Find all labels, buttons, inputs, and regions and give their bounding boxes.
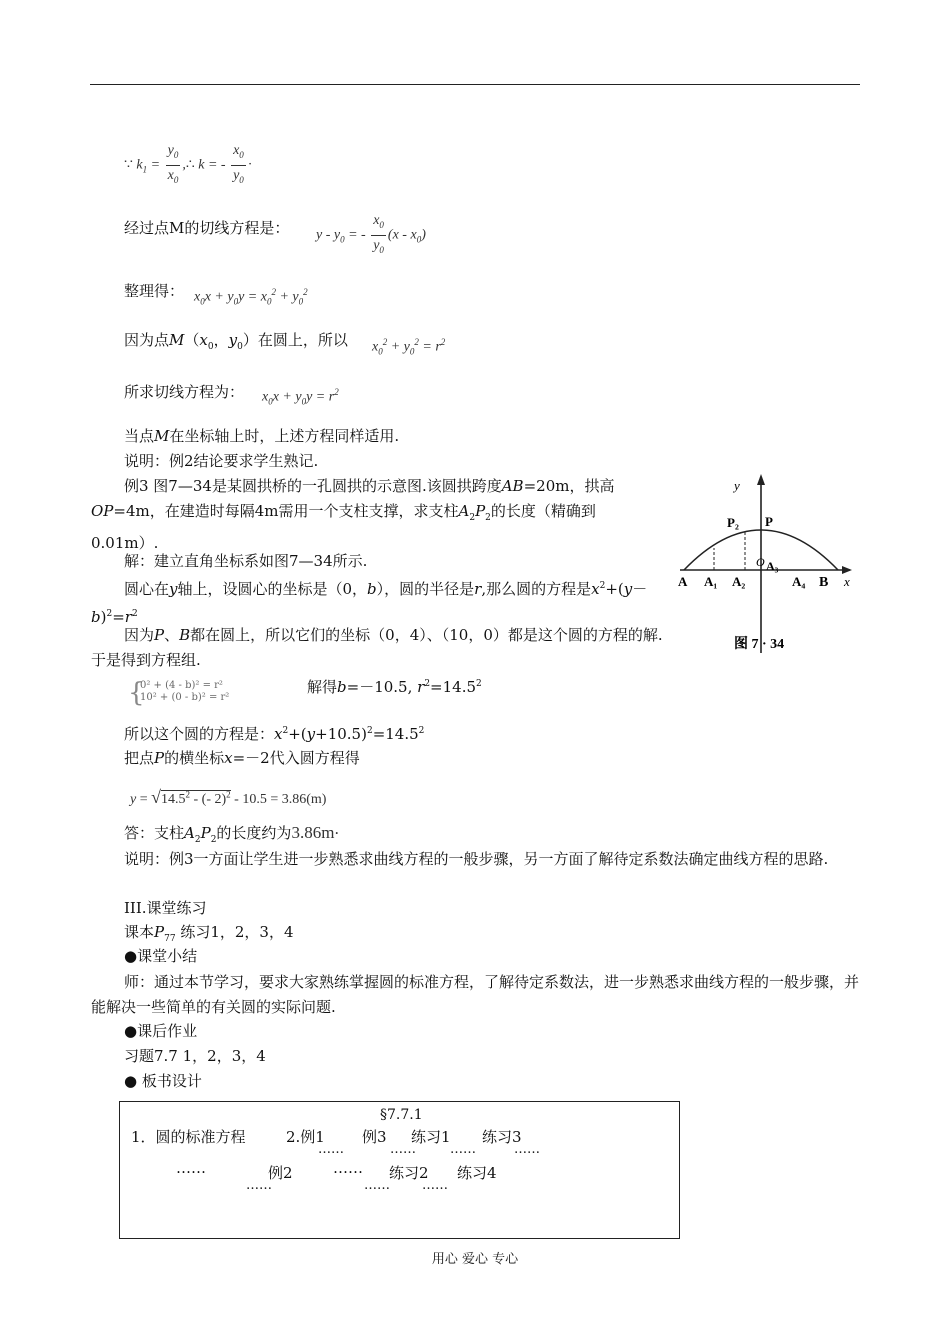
result-label: 所求切线方程为：	[124, 383, 245, 401]
label-o: O	[756, 555, 765, 569]
board-row2-dots-2: ……	[333, 1159, 363, 1177]
answer-line: 答：支柱$A_2P_2$的长度约为3.86m·	[124, 823, 340, 845]
center-paragraph: 圆心在y轴上，设圆心的坐标是（0，b），圆的半径是r,那么圆的方程是$x^2+(y-b)^2=r^2$	[91, 580, 648, 626]
board-heading: ● 板书设计	[124, 1072, 202, 1090]
formula-simplify: $x_0x + y_0y = x_0^2 + y_0^2$	[194, 287, 308, 307]
tangent-label: 经过点M的切线方程是：	[124, 219, 290, 237]
formula-result: $x_0x + y_0y = r^2$	[262, 387, 339, 407]
label-a1: A₁	[704, 574, 718, 589]
board-dots: ……	[364, 1178, 390, 1193]
board-dots: ……	[246, 1178, 272, 1193]
answer-value: 3.86m	[291, 823, 335, 842]
circle-equation: 所以这个圆的方程是：$x^2+(y+10.5)^2=14.5^2$	[124, 725, 425, 743]
board-item-6: 例2	[268, 1164, 293, 1182]
formula-slope: ∵ $k_1$ = $\frac{y_0}{x_0}$ ,∴ k = - $\frac{x_0}{y_0}$ ·	[124, 143, 253, 185]
practice-heading: III.课堂练习	[124, 899, 207, 917]
label-y: y	[734, 478, 740, 493]
label-b: B	[819, 575, 829, 590]
system-eq-1: 0² + (4 - b)² = r²	[140, 680, 223, 691]
figure-caption: 图 7 · 34	[734, 637, 785, 652]
board-item-4: 练习1	[411, 1128, 451, 1146]
solution-line: 解：建立直角坐标系如图7—34所示.	[124, 552, 368, 570]
board-dots: ……	[422, 1178, 448, 1193]
homework-heading: ●课后作业	[124, 1022, 198, 1040]
board-dots: ……	[450, 1142, 476, 1157]
solved-values: 解得b=－10.5, $r^2=14.5^2$	[307, 678, 482, 696]
board-item-5: 练习3	[482, 1128, 522, 1146]
label-a3: A₃	[766, 559, 779, 573]
header-rule	[90, 84, 860, 85]
system-eq-2: 10² + (0 - b)² = r²	[140, 692, 230, 703]
summary-text: 师：通过本节学习，要求大家熟练掌握圆的标准方程，了解待定系数法，进一步熟悉求曲线方程的一般步骤，并能解决一些简单的有关圆的实际问题.	[91, 973, 860, 1016]
page-footer: 用心 爱心 专心	[431, 1252, 519, 1267]
example3-paragraph: 例3 图7—34是某圆拱桥的一孔圆拱的示意图.该圆拱跨度AB=20m，拱高OP=4m，在建造时每隔4m需用一个支柱支撑，求支柱$A_2P_2$的长度（精确到0.01m）.	[91, 477, 615, 552]
board-row2-dots: ……	[176, 1159, 206, 1177]
equation-system: { 0² + (4 - b)² = r² 10² + (0 - b)² = r²	[128, 678, 230, 708]
points-paragraph: 因为P、B都在圆上，所以它们的坐标（0，4）、（10，0）都是这个圆的方程的解.于是得到方程组.	[91, 626, 663, 669]
label-x: x	[844, 574, 850, 589]
on-circle-text: 因为点$M(x_0$，$y_0$）在圆上，所以	[124, 331, 348, 352]
formula-tangent: y - $y_0$ = - $\frac{x_0}{y_0}$ $(x - x_0)$	[316, 213, 426, 255]
label-a: A	[678, 574, 688, 589]
board-section: §7.7.1	[380, 1107, 423, 1123]
formula-on-circle: $x_0^2 + y_0^2 = r^2$	[372, 337, 446, 357]
axis-note: 当点M在坐标轴上时，上述方程同样适用.	[124, 427, 400, 445]
board-dots: ……	[390, 1142, 416, 1157]
label-p2: P₂	[727, 515, 739, 530]
x-axis-arrow	[842, 566, 852, 574]
board-item-3: 例3	[362, 1128, 387, 1146]
note-example2: 说明：例2结论要求学生熟记.	[124, 452, 319, 470]
board-item-7: 练习2	[389, 1164, 429, 1182]
substitute-line: 把点P的横坐标x=－2代入圆方程得	[124, 749, 360, 767]
simplify-label: 整理得：	[124, 282, 185, 300]
board-design-box	[119, 1101, 680, 1239]
label-a2: A₂	[732, 574, 746, 589]
board-item-8: 练习4	[457, 1164, 497, 1182]
board-item-2: 2.例1	[286, 1128, 325, 1146]
board-dots: ……	[514, 1142, 540, 1157]
practice-items: 课本$P_{77}$ 练习1，2，3，4	[124, 923, 294, 944]
formula-y-calc: $y = √14.5^2$ - (- 2)$^2$ - 10.5 = 3.86(m)	[130, 787, 327, 807]
note-example3: 说明：例3一方面让学生进一步熟悉求曲线方程的一般步骤，另一方面了解待定系数法确定曲线方程的思路.	[124, 850, 829, 868]
label-p: P	[765, 514, 773, 529]
homework-items: 习题7.7 1，2，3，4	[124, 1047, 266, 1065]
arch-bridge-figure	[672, 468, 862, 658]
board-item-1: 1．圆的标准方程	[131, 1128, 246, 1146]
y-axis-arrow	[757, 474, 765, 485]
board-dots: ……	[318, 1142, 344, 1157]
summary-heading: ●课堂小结	[124, 947, 198, 965]
label-a4: A₄	[792, 574, 806, 589]
